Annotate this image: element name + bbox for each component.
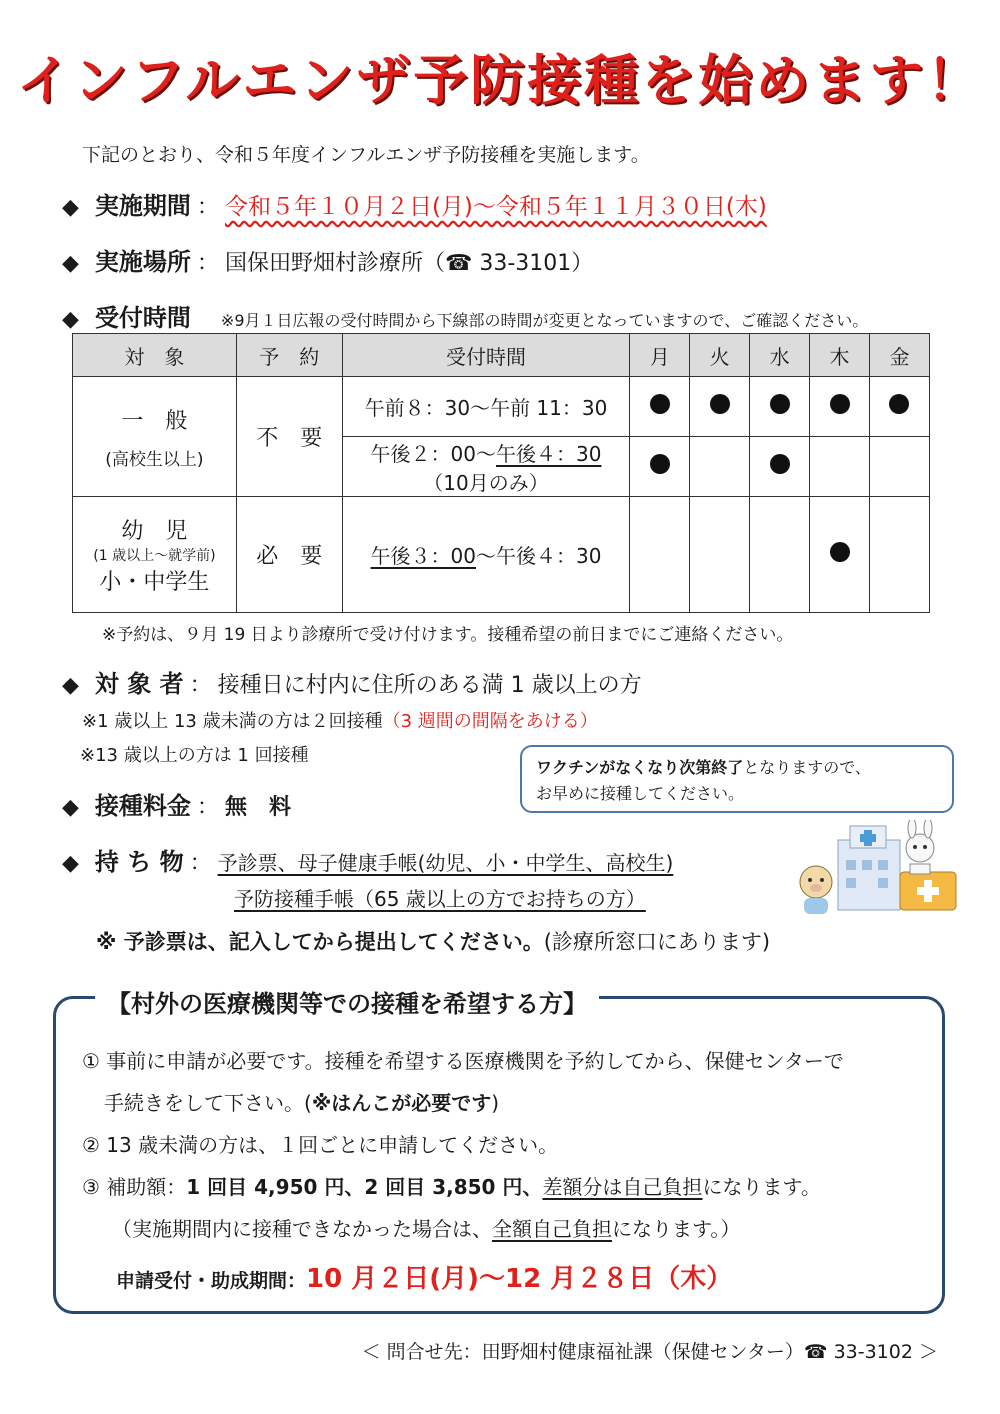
reception-row: [62, 298, 868, 333]
header-time: 受付時間: [342, 334, 630, 377]
header-wed: 水: [750, 334, 810, 377]
child-target-cell: [73, 497, 237, 613]
mascot-rabbit-icon: [906, 834, 934, 862]
apply-period-row: [116, 1258, 732, 1295]
items-note-bold: ※ 予診票は、記入してから提出してください。: [96, 930, 544, 954]
hospital-building-icon: [838, 840, 900, 910]
outside-item1-b: [104, 1087, 499, 1116]
child-target: 幼 児: [121, 518, 188, 544]
empty-cell: [690, 437, 750, 497]
hospital-mascot-illustration: [790, 820, 960, 920]
apply-value: 10 月２日(月)～12 月２８日（木）: [306, 1264, 733, 1294]
items-row: ◆ 持 ち 物 ： 予診票、母子健康手帳(幼児、小・中学生、高校生): [62, 842, 673, 877]
dot-mark: [770, 454, 790, 474]
diamond-icon: ◆: [62, 307, 79, 332]
empty-cell: [810, 437, 870, 497]
outside-item3: [82, 1171, 821, 1200]
diamond-icon: ◆: [62, 251, 79, 276]
intro-text: 下記のとおり、令和５年度インフルエンザ予防接種を実施します。: [82, 144, 650, 166]
empty-cell: [869, 437, 929, 497]
header-fri: 金: [869, 334, 929, 377]
callout-rest: となりますので、: [743, 758, 871, 777]
items-line2: 予防接種手帳（65 歳以上の方でお持ちの方）: [234, 887, 646, 911]
empty-cell: [630, 497, 690, 613]
place-label: 実施場所: [94, 248, 191, 276]
dot-cell: [630, 377, 690, 437]
place-value: 国保田野畑村診療所（☎ 33-3101）: [224, 251, 594, 276]
outside-item1-bold: ※はんこが必要です: [311, 1091, 492, 1115]
table-row: [73, 377, 930, 437]
eligibility-note1-red: （3 週間の間隔をあける）: [382, 711, 598, 732]
child-slot-a: 午後３：00: [370, 544, 476, 568]
period-value: 令和５年１０月２日(月)～令和５年１１月３０日(木): [224, 194, 767, 220]
outside-item3-a: ③ 補助額：: [82, 1175, 187, 1199]
dot-mark: [650, 454, 670, 474]
general-target: 一 般: [121, 408, 188, 434]
dot-cell: [630, 437, 690, 497]
outside-item3-note-end: になります。）: [612, 1217, 741, 1241]
fee-value: 無 料: [224, 795, 291, 820]
empty-cell: [869, 497, 929, 613]
general-reservation: 不 要: [236, 377, 342, 497]
child-target2: 小・中学生: [99, 569, 210, 595]
dot-cell: [750, 437, 810, 497]
items-line1: 予診票、母子健康手帳(幼児、小・中学生、高校生): [217, 851, 674, 875]
items-label: 持 ち 物: [94, 848, 184, 876]
fee-label: 接種料金: [94, 792, 191, 820]
reception-label: 受付時間: [94, 304, 191, 332]
child-target-sub: (1 歳以上～就学前): [93, 547, 216, 564]
outside-clinic-title: 【村外の医療機関等での接種を希望する方】: [95, 984, 599, 1019]
outside-item1-end: ): [491, 1091, 500, 1115]
child-reservation: 必 要: [236, 497, 342, 613]
items-note-rest: (診療所窓口にあります): [543, 930, 771, 954]
dot-mark: [710, 394, 730, 414]
dot-mark: [650, 394, 670, 414]
outside-item1-a: ① 事前に申請が必要です。接種を希望する医療機関を予約してから、保健センターで: [82, 1049, 844, 1073]
general-target-sub: (高校生以上): [105, 449, 204, 470]
child-slot-b: ～午後４：30: [475, 544, 602, 568]
eligibility-row: ◆ 対 象 者 ： 接種日に村内に住所のある満 1 歳以上の方: [62, 664, 642, 699]
eligibility-note2: ※13 歳以上の方は 1 回接種: [80, 745, 309, 766]
dot-mark: [889, 394, 909, 414]
header-reservation: 予 約: [236, 334, 342, 377]
dot-cell: [750, 377, 810, 437]
mascot-dog-icon: [800, 866, 832, 898]
outside-item3-note: [112, 1213, 740, 1242]
dot-mark: [830, 542, 850, 562]
outside-item1-b-text: 手続きをして下さい。(: [104, 1091, 312, 1115]
apply-label: 申請受付・助成期間：: [116, 1270, 307, 1292]
header-mon: 月: [630, 334, 690, 377]
general-slot2-b: 午後４：30: [495, 441, 602, 466]
diamond-icon: ◆: [62, 851, 79, 876]
outside-item3-end: になります。: [702, 1175, 821, 1199]
eligibility-note1-text: ※1 歳以上 13 歳未満の方は２回接種: [82, 711, 383, 732]
diamond-icon: ◆: [62, 673, 79, 698]
header-target: 対 象: [73, 334, 237, 377]
general-target-cell: [73, 377, 237, 497]
dot-cell: [810, 497, 870, 613]
dot-cell: [869, 377, 929, 437]
outside-item3-ul: 差額分は自己負担: [542, 1175, 703, 1199]
diamond-icon: ◆: [62, 795, 79, 820]
table-header-row: [73, 334, 930, 377]
reservation-note: ※予約は、９月 19 日より診療所で受け付けます。接種希望の前日までにご連絡ください。: [102, 625, 794, 645]
header-tue: 火: [690, 334, 750, 377]
empty-cell: [750, 497, 810, 613]
schedule-table: [72, 333, 930, 613]
general-slot2-cell: [342, 437, 630, 497]
callout-line2: お早めに接種してください。: [536, 784, 745, 803]
eligibility-label: 対 象 者: [94, 670, 184, 698]
items-note: [96, 926, 770, 956]
general-slot1: 午前８：30～午前 11：30: [342, 377, 630, 437]
contact-info: ＜ 問合せ先：田野畑村健康福祉課（保健センター）☎ 33-3102 ＞: [361, 1341, 938, 1363]
callout-bold: ワクチンがなくなり次第終了: [536, 758, 744, 777]
empty-cell: [690, 497, 750, 613]
eligibility-value: 接種日に村内に住所のある満 1 歳以上の方: [217, 673, 642, 698]
general-slot2-note: （10月のみ）: [423, 470, 549, 495]
dot-cell: [810, 377, 870, 437]
place-row: ◆ 実施場所 ： 国保田野畑村診療所（☎ 33-3101）: [62, 242, 593, 277]
period-row: ◆ 実施期間 ： 令和５年１０月２日(月)～令和５年１１月３０日(木): [62, 186, 767, 221]
table-row: [73, 497, 930, 613]
outside-item3-note-ul: 全額自己負担: [492, 1217, 612, 1241]
general-slot2-a: 午後２：00～: [370, 441, 496, 466]
outside-item3-bold: 1 回目 4,950 円、2 回目 3,850 円、: [186, 1175, 543, 1199]
vaccine-stock-callout: [520, 745, 954, 813]
page-title: インフルエンザ予防接種を始めます！: [16, 49, 984, 112]
diamond-icon: ◆: [62, 195, 79, 220]
fee-row: ◆ 接種料金 ： 無 料: [62, 786, 291, 821]
child-slot-cell: [342, 497, 630, 613]
dot-mark: [770, 394, 790, 414]
period-label: 実施期間: [94, 192, 191, 220]
outside-item3-note-a: （実施期間内に接種できなかった場合は、: [112, 1217, 492, 1241]
reception-note: ※9月１日広報の受付時間から下線部の時間が変更となっていますので、ご確認ください。: [220, 311, 869, 330]
header-thu: 木: [810, 334, 870, 377]
eligibility-note1: [82, 707, 598, 733]
outside-item2: ② 13 歳未満の方は、１回ごとに申請してください。: [82, 1133, 559, 1157]
dot-mark: [830, 394, 850, 414]
dot-cell: [690, 377, 750, 437]
